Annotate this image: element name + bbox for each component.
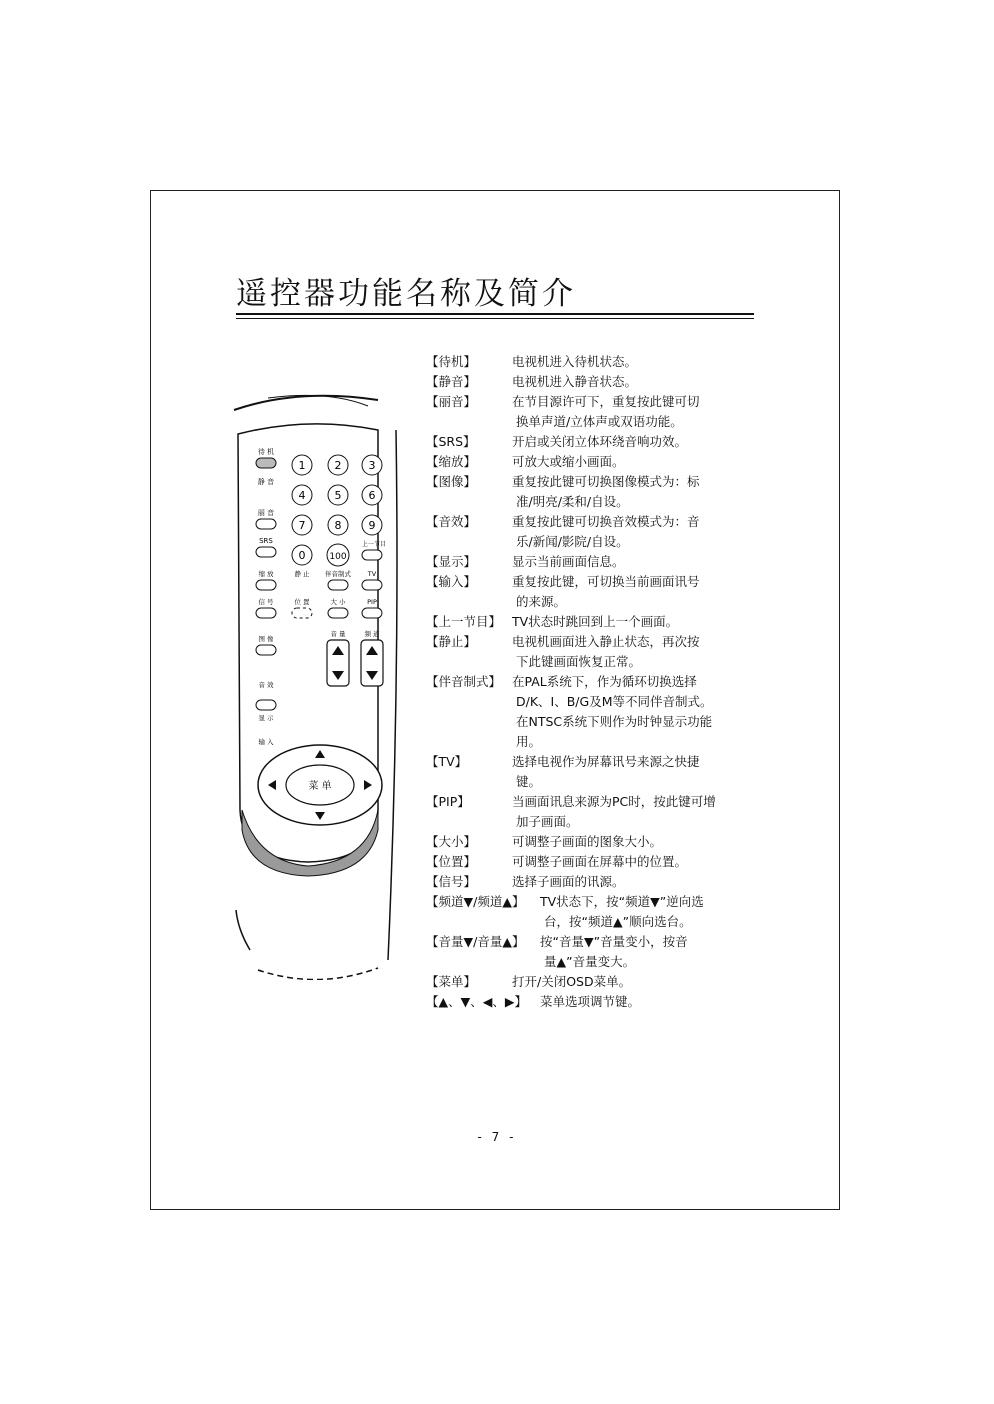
sound-button[interactable] <box>256 519 276 529</box>
pip-label: PIP <box>367 598 377 606</box>
function-description: 打开/关闭OSD菜单。 <box>512 974 632 989</box>
remote-outline <box>234 396 378 410</box>
signal-button[interactable] <box>256 608 276 618</box>
function-key-label: 【静止】 <box>426 634 477 649</box>
function-row <box>426 892 756 912</box>
function-key-label: 【音量▼/音量▲】 <box>426 934 525 949</box>
prev-program-label: 上一节目 <box>361 541 387 548</box>
remote-control-illustration <box>228 390 408 980</box>
function-description: 重复按此键，可切换当前画面讯号 <box>512 574 700 589</box>
num-7-label: 7 <box>298 519 306 532</box>
function-description: 重复按此键可切换音效模式为：音 <box>512 514 700 529</box>
function-description: 在PAL系统下，作为循环切换选择 <box>512 674 697 689</box>
num-8-label: 8 <box>334 519 342 532</box>
function-key-label: 【位置】 <box>426 854 477 869</box>
pip-button[interactable] <box>362 608 382 618</box>
function-row <box>426 512 756 532</box>
function-description: 选择电视作为屏幕讯号来源之快捷 <box>512 754 700 769</box>
function-key-label: 【频道▼/频道▲】 <box>426 894 525 909</box>
function-row <box>426 392 756 412</box>
title-rule-thin <box>236 318 754 319</box>
function-row <box>426 452 756 472</box>
function-row <box>426 472 756 492</box>
function-description: 显示当前画面信息。 <box>512 554 625 569</box>
function-description: 键。 <box>516 774 542 789</box>
function-description: 开启或关闭立体环绕音响功效。 <box>512 434 688 449</box>
function-row <box>426 532 756 552</box>
num-5-label: 5 <box>334 489 342 502</box>
function-key-label: 【图像】 <box>426 474 477 489</box>
input-label: 输 入 <box>258 738 274 746</box>
signal-label: 信 号 <box>258 598 274 606</box>
function-row <box>426 992 756 1012</box>
zoom-label: 缩 放 <box>258 570 274 578</box>
function-key-label: 【显示】 <box>426 554 477 569</box>
function-description: 台，按“频道▲”顺向选台。 <box>544 914 692 929</box>
function-description: 下此键画面恢复正常。 <box>516 654 642 669</box>
remote-right-edge <box>388 430 397 960</box>
srs-button[interactable] <box>256 547 276 557</box>
function-description: 重复按此键可切换图像模式为：标 <box>512 474 700 489</box>
function-row <box>426 652 756 672</box>
function-row <box>426 632 756 652</box>
function-key-label: 【▲、▼、◀、▶】 <box>426 994 527 1009</box>
function-description: 换单声道/立体声或双语功能。 <box>516 414 683 429</box>
function-key-label: 【PIP】 <box>426 794 470 809</box>
function-key-label: 【丽音】 <box>426 394 477 409</box>
function-row <box>426 932 756 952</box>
function-description: 的来源。 <box>516 594 567 609</box>
function-description: 在节目源许可下，重复按此键可切 <box>512 394 700 409</box>
freeze-label: 静 止 <box>294 570 310 578</box>
num-1-label: 1 <box>298 459 306 472</box>
num-2-label: 2 <box>334 459 342 472</box>
function-row <box>426 912 756 932</box>
function-row <box>426 832 756 852</box>
function-row <box>426 672 756 692</box>
function-description: 加子画面。 <box>516 814 579 829</box>
position-label: 位 置 <box>294 598 310 606</box>
function-row <box>426 432 756 452</box>
standby-label: 待 机 <box>257 448 275 456</box>
function-description: 菜单选项调节键。 <box>540 994 641 1009</box>
function-key-label: 【上一节目】 <box>426 614 502 629</box>
num-3-label: 3 <box>368 459 376 472</box>
remote-left-edge <box>236 910 250 950</box>
function-description: 可调整子画面在屏幕中的位置。 <box>512 854 688 869</box>
function-row <box>426 352 756 372</box>
function-description: 量▲”音量变大。 <box>544 954 636 969</box>
function-description: D/K、I、B/G及M等不同伴音制式。 <box>516 694 713 709</box>
function-row <box>426 412 756 432</box>
function-row <box>426 752 756 772</box>
function-description: 按“音量▼”音量变小，按音 <box>540 934 688 949</box>
function-description: 乐/新闻/影院/自设。 <box>516 534 629 549</box>
function-key-label: 【静音】 <box>426 374 477 389</box>
function-description: 用。 <box>516 734 542 749</box>
function-key-label: 【伴音制式】 <box>426 674 502 689</box>
function-row <box>426 372 756 392</box>
size-label: 大 小 <box>330 598 346 606</box>
function-list <box>426 352 756 1012</box>
function-row <box>426 852 756 872</box>
function-key-label: 【信号】 <box>426 874 477 889</box>
prev-program-button[interactable] <box>362 550 382 560</box>
size-button[interactable] <box>328 608 348 618</box>
srs-label: SRS <box>259 537 273 545</box>
menu-label: 菜 单 <box>308 781 332 792</box>
function-description: 当画面讯息来源为PC时，按此键可增 <box>512 794 716 809</box>
function-key-label: 【菜单】 <box>426 974 477 989</box>
function-description: 选择子画面的讯源。 <box>512 874 625 889</box>
function-row <box>426 792 756 812</box>
function-row <box>426 612 756 632</box>
title-rule-thick <box>236 313 754 315</box>
function-key-label: 【TV】 <box>426 754 468 769</box>
mute-label: 静 音 <box>257 478 275 486</box>
num-9-label: 9 <box>368 519 376 532</box>
num-6-label: 6 <box>368 489 376 502</box>
num-0-label: 0 <box>298 549 306 562</box>
function-description: TV状态下，按“频道▼”逆向选 <box>540 894 704 909</box>
channel-label: 频 道 <box>364 630 380 638</box>
num-100-label: 100 <box>329 552 347 562</box>
function-row <box>426 812 756 832</box>
function-description: 可调整子画面的图象大小。 <box>512 834 663 849</box>
effect-label: 音 效 <box>258 681 274 689</box>
picture-button[interactable] <box>256 645 276 655</box>
function-row <box>426 772 756 792</box>
picture-label: 图 像 <box>258 635 274 643</box>
function-key-label: 【输入】 <box>426 574 477 589</box>
function-key-label: 【SRS】 <box>426 434 476 449</box>
function-row <box>426 592 756 612</box>
sound-system-button[interactable] <box>328 580 348 590</box>
tv-button[interactable] <box>362 580 382 590</box>
function-row <box>426 492 756 512</box>
function-row <box>426 692 756 712</box>
function-key-label: 【音效】 <box>426 514 477 529</box>
page-title: 遥控器功能名称及简介 <box>236 276 576 312</box>
function-description: 在NTSC系统下则作为时钟显示功能 <box>516 714 713 729</box>
function-row <box>426 872 756 892</box>
function-key-label: 【缩放】 <box>426 454 477 469</box>
display-label: 显 示 <box>258 714 274 722</box>
standby-button[interactable] <box>256 458 276 468</box>
function-description: 准/明亮/柔和/自设。 <box>516 494 629 509</box>
zoom-button[interactable] <box>256 580 276 590</box>
function-row <box>426 952 756 972</box>
position-button[interactable] <box>292 608 312 618</box>
sound-system-label: 伴音制式 <box>325 570 351 578</box>
function-row <box>426 732 756 752</box>
function-description: TV状态时跳回到上一个画面。 <box>512 614 679 629</box>
function-row <box>426 972 756 992</box>
function-key-label: 【待机】 <box>426 354 477 369</box>
sound-label: 丽 音 <box>257 509 275 517</box>
effect-button[interactable] <box>256 700 276 710</box>
function-key-label: 【大小】 <box>426 834 477 849</box>
function-description: 电视机画面进入静止状态，再次按 <box>512 634 700 649</box>
tv-label: TV <box>367 570 377 578</box>
function-row <box>426 572 756 592</box>
function-description: 可放大或缩小画面。 <box>512 454 625 469</box>
function-description: 电视机进入静音状态。 <box>512 374 638 389</box>
page-number: - 7 - <box>477 1130 517 1144</box>
function-description: 电视机进入待机状态。 <box>512 354 638 369</box>
function-row <box>426 712 756 732</box>
volume-label: 音 量 <box>330 630 346 638</box>
function-row <box>426 552 756 572</box>
num-4-label: 4 <box>298 489 306 502</box>
